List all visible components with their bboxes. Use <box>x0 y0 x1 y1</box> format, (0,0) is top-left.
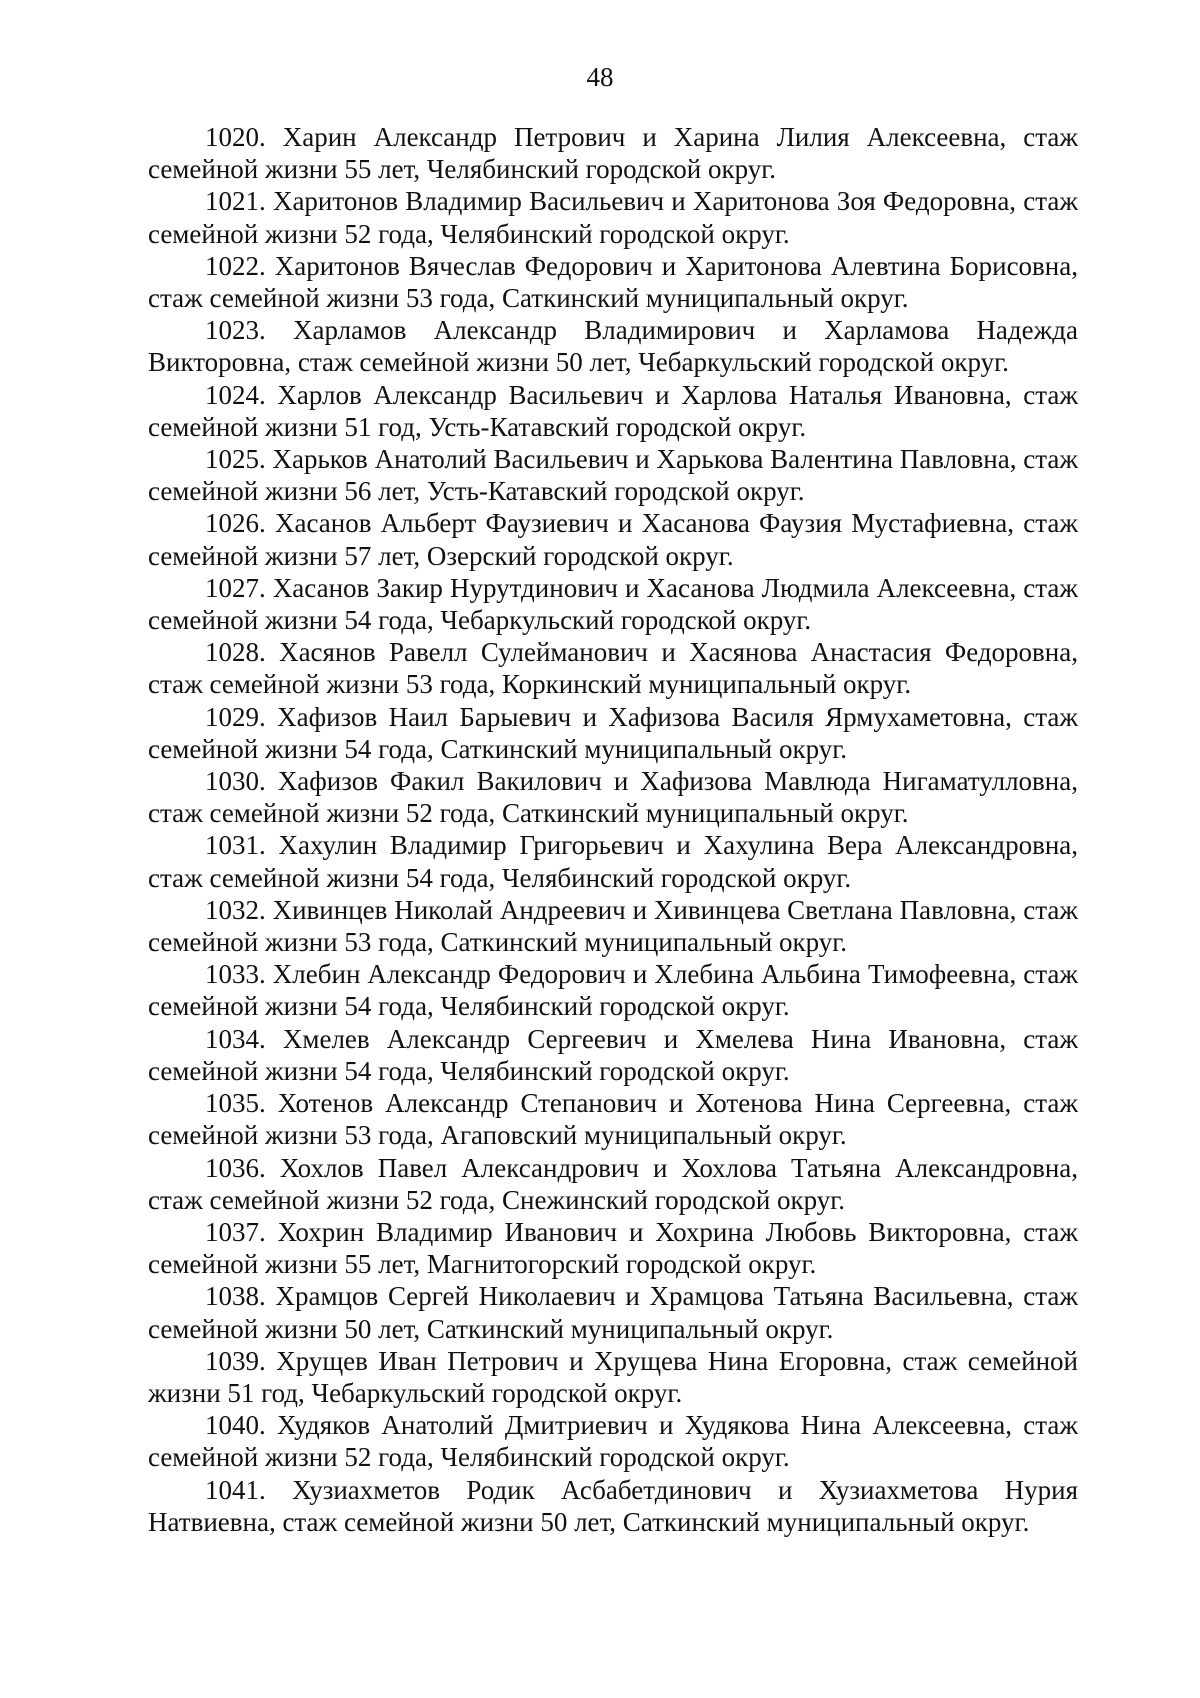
list-item <box>148 507 1078 571</box>
list-item <box>148 1152 1078 1216</box>
entry-number: 1024. <box>205 379 266 410</box>
list-item <box>148 314 1078 378</box>
entry-number: 1032. <box>205 894 266 925</box>
entry-number: 1021. <box>205 186 266 217</box>
entry-number: 1022. <box>205 250 266 281</box>
entry-text: Хрущев Иван Петрович и Хрущева Нина Егоровна, стаж семейной жизни 51 год, Чебаркульский городской округ. <box>148 1345 1079 1408</box>
entry-text: Харлов Александр Васильевич и Харлова Наталья Ивановна, стаж семейной жизни 51 год, Усть-Катавский городской округ. <box>148 379 1079 442</box>
entry-text: Хмелев Александр Сергеевич и Хмелева Нина Ивановна, стаж семейной жизни 54 года, Челябинский городской округ. <box>148 1023 1079 1086</box>
list-item <box>148 636 1078 700</box>
entry-number: 1026. <box>205 508 266 539</box>
list-item <box>148 185 1078 249</box>
list-item <box>148 1345 1078 1409</box>
entry-text: Хасанов Закир Нурутдинович и Хасанова Людмила Алексеевна, стаж семейной жизни 54 года, Чебаркульский городской округ. <box>148 572 1078 636</box>
entry-number: 1040. <box>205 1410 266 1441</box>
list-item <box>148 443 1078 507</box>
entry-number: 1037. <box>205 1216 266 1247</box>
list-item <box>148 1087 1078 1151</box>
entry-text: Харитонов Владимир Васильевич и Харитонова Зоя Федоровна, стаж семейной жизни 52 года, Челябинский городской округ. <box>148 186 1079 249</box>
entry-number: 1023. <box>205 315 266 346</box>
list-item <box>148 1474 1078 1538</box>
entry-text: Хохрин Владимир Иванович и Хохрина Любовь Викторовна, стаж семейной жизни 55 лет, Магнитогорский городской округ. <box>148 1216 1078 1280</box>
entry-number: 1020. <box>205 122 266 152</box>
entry-text: Храмцов Сергей Николаевич и Храмцова Татьяна Васильевна, стаж семейной жизни 50 лет, Саткинский муниципальный округ. <box>148 1281 1079 1344</box>
entry-text: Хузиахметов Родик Асбабетдинович и Хузиахметова Нурия Натвиевна, стаж семейной жизни 50 лет, Саткинский муниципальный округ. <box>148 1474 1078 1537</box>
list-item <box>148 1280 1078 1344</box>
entry-text: Харламов Александр Владимирович и Харламова Надежда Викторовна, стаж семейной жизни 50 лет, Чебаркульский городской округ. <box>148 315 1078 378</box>
entry-text: Хахулин Владимир Григорьевич и Хахулина Вера Александровна, стаж семейной жизни 54 года, Челябинский городской округ. <box>148 830 1079 893</box>
entry-text: Хасанов Альберт Фаузиевич и Хасанова Фаузия Мустафиевна, стаж семейной жизни 57 лет, Озерский городской округ. <box>148 508 1079 571</box>
entry-text: Харитонов Вячеслав Федорович и Харитонова Алевтина Борисовна, стаж семейной жизни 53 года, Саткинский муниципальный округ. <box>148 250 1078 314</box>
entry-number: 1038. <box>205 1281 266 1312</box>
list-item <box>148 250 1078 314</box>
entry-number: 1025. <box>205 444 266 475</box>
entry-number: 1029. <box>205 701 266 732</box>
entry-text: Харьков Анатолий Васильевич и Харькова Валентина Павловна, стаж семейной жизни 56 лет, Усть-Катавский городской округ. <box>148 444 1078 507</box>
entry-text: Хафизов Наил Барыевич и Хафизова Василя Ярмухаметовна, стаж семейной жизни 54 года, Саткинский муниципальный округ. <box>148 701 1078 764</box>
entry-number: 1039. <box>205 1345 266 1376</box>
entry-text: Хотенов Александр Степанович и Хотенова Нина Сергеевна, стаж семейной жизни 53 года, Агаповский муниципальный округ. <box>148 1088 1079 1151</box>
page-number: 48 <box>586 62 614 92</box>
entry-list <box>148 121 1078 1538</box>
entry-text: Худяков Анатолий Дмитриевич и Худякова Нина Алексеевна, стаж семейной жизни 52 года, Челябинский городской округ. <box>148 1410 1079 1473</box>
entry-number: 1041. <box>205 1474 266 1505</box>
list-item <box>148 765 1078 829</box>
entry-number: 1028. <box>205 637 266 668</box>
list-item <box>148 121 1078 185</box>
entry-text: Хафизов Факил Вакилович и Хафизова Мавлюда Нигаматулловна, стаж семейной жизни 52 года, Саткинский муниципальный округ. <box>148 766 1078 829</box>
list-item <box>148 1023 1078 1087</box>
entry-number: 1035. <box>205 1088 266 1119</box>
list-item <box>148 829 1078 893</box>
entry-text: Хохлов Павел Александрович и Хохлова Татьяна Александровна, стаж семейной жизни 52 года, Снежинский городской округ. <box>148 1152 1078 1215</box>
list-item <box>148 572 1078 636</box>
entry-text: Хивинцев Николай Андреевич и Хивинцева Светлана Павловна, стаж семейной жизни 53 года, Саткинский муниципальный округ. <box>148 894 1079 958</box>
entry-number: 1027. <box>205 572 266 603</box>
entry-number: 1036. <box>205 1152 266 1183</box>
list-item <box>148 1409 1078 1473</box>
entry-number: 1030. <box>205 766 266 797</box>
list-item <box>148 379 1078 443</box>
list-item <box>148 1216 1078 1280</box>
entry-number: 1031. <box>205 830 266 861</box>
entry-text: Харин Александр Петрович и Харина Лилия Алексеевна, стаж семейной жизни 55 лет, Челябинский городской округ. <box>148 122 1079 185</box>
entry-number: 1034. <box>205 1023 266 1054</box>
entry-text: Хлебин Александр Федорович и Хлебина Альбина Тимофеевна, стаж семейной жизни 54 года, Челябинский городской округ. <box>148 959 1078 1022</box>
list-item <box>148 894 1078 958</box>
list-item <box>148 958 1078 1022</box>
entry-text: Хасянов Равелл Сулейманович и Хасянова Анастасия Федоровна, стаж семейной жизни 53 года, Коркинский муниципальный округ. <box>148 637 1078 700</box>
list-item <box>148 701 1078 765</box>
entry-number: 1033. <box>205 959 266 990</box>
